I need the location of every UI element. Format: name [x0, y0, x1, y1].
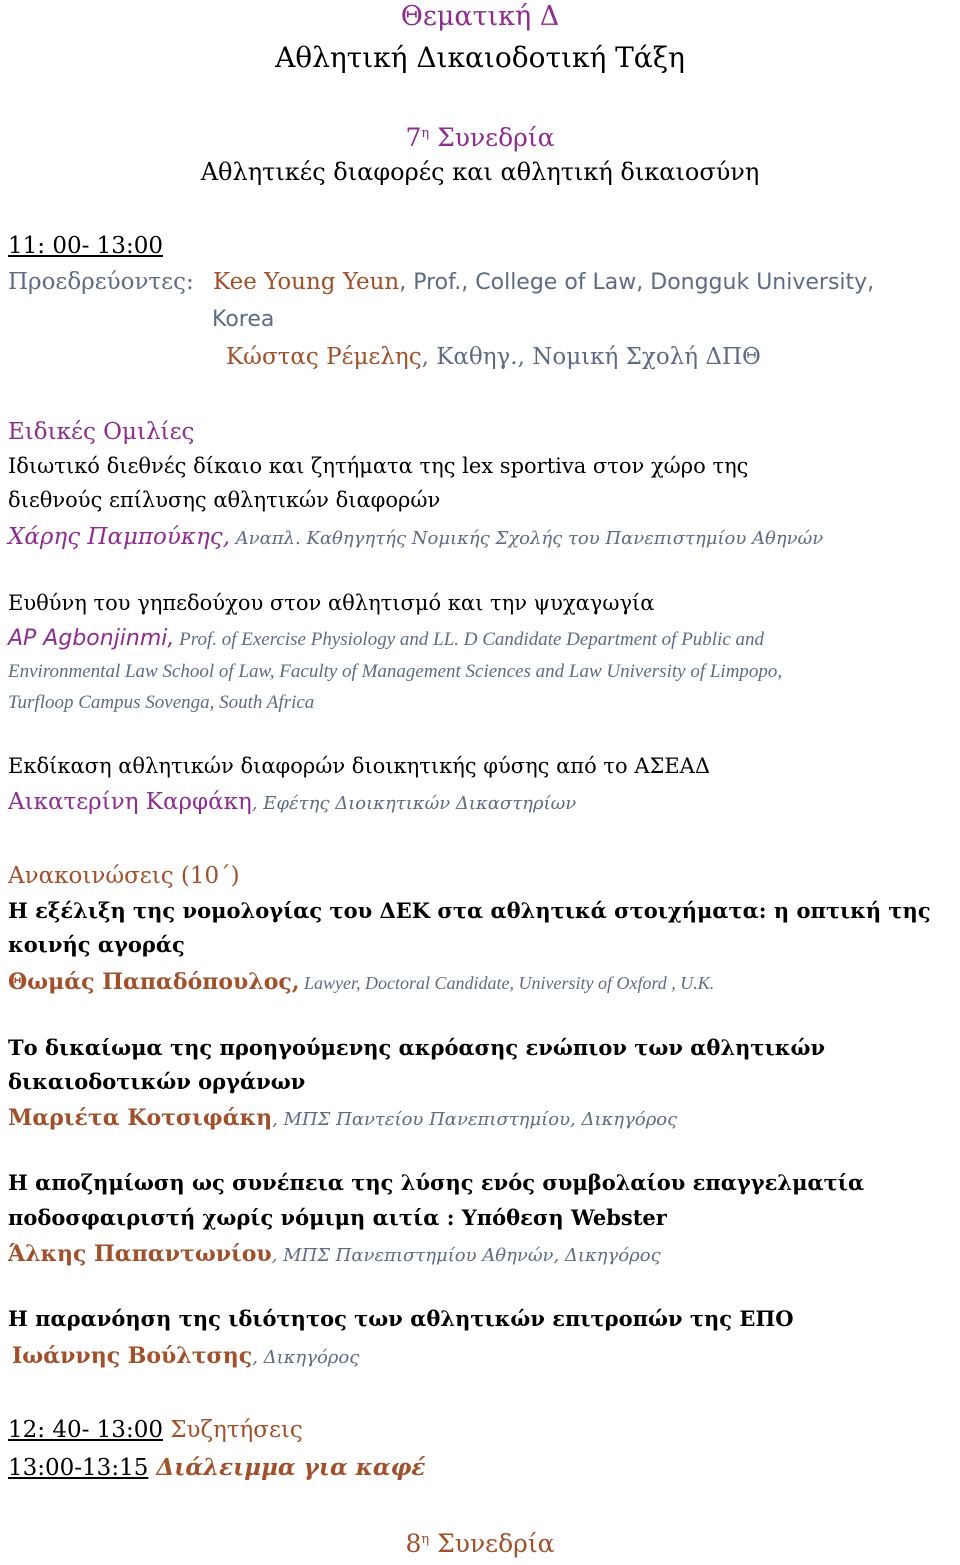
- session-7-time: 11: 00- 13:00: [8, 233, 163, 259]
- talk-3-affiliation: , Εφέτης Διοικητικών Δικαστηρίων: [251, 793, 577, 814]
- chair-1-affiliation-country: Korea: [212, 307, 275, 332]
- talk-2-speaker: AP Agbonjinmi,: [8, 626, 175, 651]
- session-7-heading: [0, 118, 960, 154]
- talk-2-affiliation-1: Prof. of Exercise Physiology and LL. D Candidate Department of Public and: [174, 629, 765, 650]
- announcement-3-speaker: Άλκης Παπαντωνίου: [8, 1241, 272, 1267]
- announcement-4-title: Η παρανόηση της ιδιότητος των αθλητικών επιτροπών της ΕΠΟ: [8, 1306, 794, 1331]
- theme-title: Θεματική Δ: [400, 1, 560, 32]
- talk-3-speaker: Αικατερίνη Καρφάκη: [8, 789, 252, 815]
- session-number: 7: [405, 123, 422, 152]
- chair-2-affiliation: , Καθηγ., Νομική Σχολή ΔΠΘ: [421, 344, 761, 370]
- announcement-4-speaker-line: [12, 1342, 359, 1372]
- talk-1-speaker: Χάρης Παμπούκης,: [8, 524, 230, 550]
- talk-1-affiliation: Αναπλ. Καθηγητής Νομικής Σχολής του Πανεπιστημίου Αθηνών: [229, 528, 824, 549]
- chair-1-affiliation: , Prof., College of Law, Dongguk University,: [399, 270, 875, 295]
- announcement-4-affiliation: , Δικηγόρος: [252, 1347, 360, 1368]
- announcements-label: Ανακοινώσεις (10΄): [8, 863, 240, 889]
- announcement-2-title-line-1: Το δικαίωμα της προηγούμενης ακρόασης ενώπιον των αθλητικών: [8, 1035, 826, 1060]
- announcement-4-speaker: Ιωάννης Βούλτσης: [12, 1343, 253, 1369]
- talk-1-speaker-line: [8, 523, 823, 553]
- discussion-line: [8, 1416, 303, 1444]
- session-word: Συνεδρία: [437, 123, 555, 152]
- announcement-3-speaker-line: [8, 1240, 661, 1270]
- talk-1-title-line-1: Ιδιωτικό διεθνές δίκαιο και ζητήματα της lex sportiva στον χώρο της: [8, 454, 749, 478]
- session-8-word: Συνεδρία: [437, 1529, 555, 1558]
- talk-3-title: [8, 752, 710, 780]
- chair-2-name: Κώστας Ρέμελης: [226, 344, 422, 370]
- session-ordinal: η: [421, 126, 430, 141]
- discussion-time: 12: 40- 13:00: [8, 1417, 163, 1443]
- talk-2-affiliation-2: Environmental Law School of Law, Faculty of Management Sciences and Law University of Limpopo,: [8, 661, 783, 682]
- talk-2-affiliation-3: Turfloop Campus Sovenga, South Africa: [8, 692, 315, 713]
- talk-3-speaker-line: [8, 788, 576, 818]
- discussion-label: Συζητήσεις: [162, 1417, 303, 1443]
- track-title: Αθλητική Δικαιοδοτική Τάξη: [275, 41, 685, 74]
- announcement-1-speaker: Θωμάς Παπαδόπουλος,: [8, 969, 300, 995]
- announcement-2-speaker: Μαριέτα Κοτσιφάκη: [8, 1105, 273, 1131]
- session-8-ordinal: η: [421, 1532, 430, 1547]
- special-talks-label: Ειδικές Ομιλίες: [8, 419, 195, 445]
- chairs-line: [8, 268, 874, 297]
- announcement-2-title-line-2: δικαιοδοτικών οργάνων: [8, 1069, 306, 1094]
- break-line: [8, 1454, 425, 1482]
- session-8-heading: [0, 1524, 960, 1560]
- break-time: 13:00-13:15: [8, 1455, 149, 1481]
- announcement-1-title-line-1: Η εξέλιξη της νομολογίας του ΔΕΚ στα αθλητικά στοιχήματα: η οπτική της: [8, 898, 931, 923]
- talk-1-title-line-2: διεθνούς επίλυσης αθλητικών διαφορών: [8, 488, 441, 512]
- break-label: Διάλειμμα για καφέ: [148, 1454, 426, 1481]
- announcement-2-affiliation: , ΜΠΣ Παντείου Πανεπιστημίου, Δικηγόρος: [272, 1109, 678, 1130]
- chair-1-name: Kee Young Yeun: [213, 269, 400, 295]
- announcement-1-affiliation: Lawyer, Doctoral Candidate, University of Oxford , U.K.: [299, 973, 715, 993]
- announcement-3-affiliation: , ΜΠΣ Πανεπιστημίου Αθηνών, Δικηγόρος: [271, 1245, 661, 1266]
- session-8-number: 8: [405, 1529, 422, 1558]
- announcement-1-speaker-line: [8, 968, 714, 997]
- announcement-3-title-line-1: Η αποζημίωση ως συνέπεια της λύσης ενός συμβολαίου επαγγελματία: [8, 1170, 865, 1195]
- announcement-2-speaker-line: [8, 1104, 677, 1134]
- chairs-label: Προεδρεύοντες:: [8, 269, 194, 295]
- session-7-subtitle: Αθλητικές διαφορές και αθλητική δικαιοσύνη: [200, 158, 760, 186]
- talk-3-title-text: Εκδίκαση αθλητικών διαφορών διοικητικής φύσης από το ΑΣΕΑΔ: [8, 754, 710, 778]
- talk-2-title: Ευθύνη του γηπεδούχου στον αθλητισμό και την ψυχαγωγία: [8, 591, 655, 615]
- announcement-3-title-line-2: ποδοσφαιριστή χωρίς νόμιμη αιτία : Υπόθεση Webster: [8, 1205, 667, 1230]
- chair-2-line: [226, 343, 761, 371]
- talk-2-speaker-line: [8, 625, 764, 654]
- announcement-1-title-line-2: κοινής αγοράς: [8, 932, 185, 957]
